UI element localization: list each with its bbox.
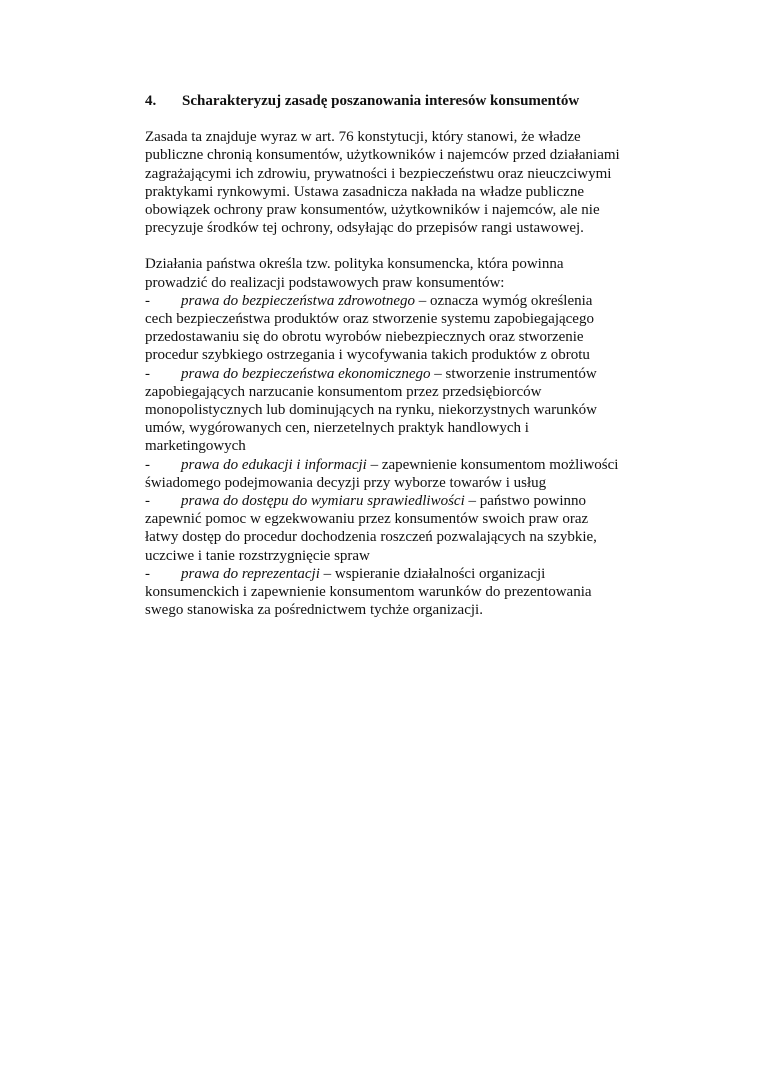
- list-item-description: – oznacza wymóg określenia cech bezpieczeństwa produktów oraz stworzenie systemu zapobiegającego przedostawaniu się do obrotu wyrobów niebezpiecznych oraz stworzenie procedur szybkiego ostrzegania i wycofywania takich produktów z obrotu: [145, 292, 594, 364]
- list-item: [145, 456, 620, 492]
- paragraph-constitution: Zasada ta znajduje wyraz w art. 76 konstytucji, który stanowi, że władze publiczne chronią konsumentów, użytkowników i najemców przed działaniami zagrażającymi ich zdrowiu, prywatności i bezpieczeństwu oraz nieuczciwymi praktykami rynkowymi. Ustawa zasadnicza nakłada na władze publiczne obowiązek ochrony praw konsumentów, użytkowników i najemców, ale nie precyzuje środków tej ochrony, odsyłając do przepisów rangi ustawowej.: [145, 129, 620, 237]
- section-heading: [145, 92, 620, 110]
- document-page: [145, 92, 620, 619]
- list-item: [145, 565, 620, 620]
- list-item-term: prawa do edukacji i informacji: [181, 456, 367, 473]
- list-item-term: prawa do dostępu do wymiaru sprawiedliwości: [181, 493, 465, 510]
- list-item-description: – państwo powinno zapewnić pomoc w egzekwowaniu przez konsumentów swoich praw oraz łatwy dostęp do procedur dochodzenia roszczeń pozwalających na szybkie, uczciwe i tanie rozstrzygnięcie spraw: [145, 493, 597, 564]
- list-item-description: – zapewnienie konsumentom możliwości świadomego podejmowania decyzji przy wyborze towarów i usług: [145, 456, 619, 491]
- list-item-term: prawa do bezpieczeństwa ekonomicznego: [181, 365, 431, 382]
- list-dash: -: [145, 456, 150, 473]
- list-dash: -: [145, 292, 150, 309]
- consumer-rights-list: [145, 292, 620, 620]
- heading-number: 4.: [145, 93, 157, 109]
- heading-title: Scharakteryzuj zasadę poszanowania interesów konsumentów: [182, 93, 580, 109]
- list-item-description: – stworzenie instrumentów zapobiegających narzucanie konsumentom przez przedsiębiorców monopolistycznych lub dominujących na rynku, niekorzystnych warunków umów, wygórowanych cen, nierzetelnych praktyk handlowych i marketingowych: [145, 365, 597, 455]
- list-item-description: – wspieranie działalności organizacji konsumenckich i zapewnienie konsumentom warunków do prezentowania swego stanowiska za pośrednictwem tychże organizacji.: [145, 565, 592, 619]
- list-item: [145, 292, 620, 365]
- list-item-term: prawa do reprezentacji: [181, 565, 320, 582]
- paragraph-spacer: [145, 237, 620, 255]
- list-item: [145, 365, 620, 456]
- list-item-term: prawa do bezpieczeństwa zdrowotnego: [181, 292, 416, 309]
- list-item: [145, 492, 620, 565]
- paragraph-consumer-policy: Działania państwa określa tzw. polityka konsumencka, która powinna prowadzić do realizacji podstawowych praw konsumentów:: [145, 256, 564, 291]
- list-dash: -: [145, 493, 150, 510]
- list-dash: -: [145, 365, 150, 382]
- list-dash: -: [145, 565, 150, 582]
